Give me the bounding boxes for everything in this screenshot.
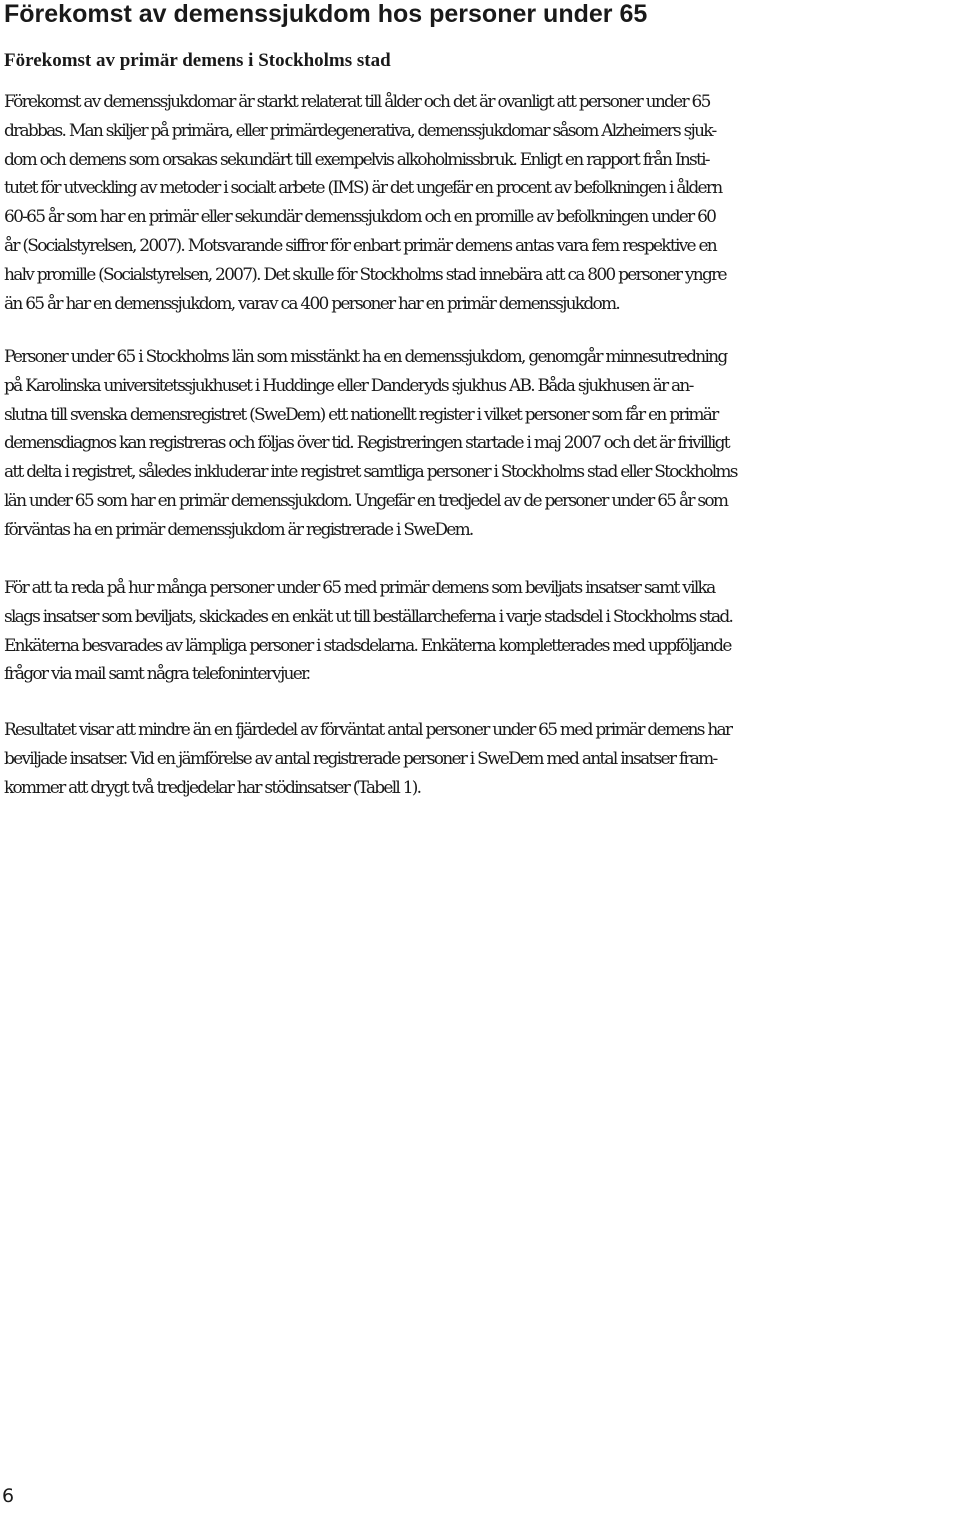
page-title: Förekomst av demenssjukdom hos personer under 65 [4,0,648,28]
paragraph-results [4,716,960,802]
paragraph-line: demensdiagnos kan registreras och följas över tid. Registreringen startade i maj 2007 och det är frivilligt [4,433,729,454]
paragraph-registry [4,343,960,545]
paragraph-line: 60-65 år som har en primär eller sekundär demenssjukdom och en promille av befolkningen under 60 [4,207,716,228]
section-heading: Förekomst av primär demens i Stockholms stad [4,50,391,71]
paragraph-line: beviljade insatser. Vid en jämförelse av antal registrerade personer i SweDem med antal insatser fram- [4,748,717,769]
paragraph-line: slutna till svenska demensregistret (SweDem) ett nationellt register i vilket personer som får en primär [4,404,718,425]
paragraph-line: Förekomst av demenssjukdomar är starkt relaterat till ålder och det är ovanligt att personer under 65 [4,92,710,112]
paragraph-survey [4,574,960,689]
paragraph-line: Personer under 65 i Stockholms län som misstänkt ha en demenssjukdom, genomgår minnesutredning [4,347,727,367]
paragraph-line: frågor via mail samt några telefonintervjuer. [4,664,310,685]
paragraph-line: län under 65 som har en primär demenssjukdom. Ungefär en tredjedel av de personer under 65 år som [4,490,728,511]
paragraph-line: dom och demens som orsakas sekundärt till exempelvis alkoholmissbruk. Enligt en rapport från Insti- [4,149,709,170]
paragraph-line: förväntas ha en primär demenssjukdom är registrerade i SweDem. [4,519,473,540]
paragraph-line: på Karolinska universitetssjukhuset i Huddinge eller Danderyds sjukhus AB. Båda sjukhusen är an- [4,375,693,396]
paragraph-line: än 65 år har en demenssjukdom, varav ca 400 personer har en primär demenssjukdom. [4,293,619,314]
paragraph-line: Resultatet visar att mindre än en fjärdedel av förväntat antal personer under 65 med primär demens har [4,720,732,740]
paragraph-prevalence [4,88,960,318]
page-number: 6 [2,1485,15,1507]
paragraph-line: tutet för utveckling av metoder i socialt arbete (IMS) är det ungefär en procent av befolkningen i åldern [4,178,722,199]
paragraph-line: slags insatser som beviljats, skickades en enkät ut till beställarcheferna i varje stadsdel i Stockholms stad. [4,606,733,627]
paragraph-line: år (Socialstyrelsen, 2007). Motsvarande siffror för enbart primär demens antas vara fem respektive en [4,235,716,256]
paragraph-line: För att ta reda på hur många personer under 65 med primär demens som beviljats insatser samt vilka [4,578,715,598]
paragraph-line: halv promille (Socialstyrelsen, 2007). Det skulle för Stockholms stad innebära att ca 800 personer yngre [4,264,726,285]
paragraph-line: att delta i registret, således inkluderar inte registret samtliga personer i Stockholms stad eller Stockholms [4,462,737,483]
paragraph-line: kommer att drygt två tredjedelar har stödinsatser (Tabell 1). [4,777,421,798]
paragraph-line: Enkäterna besvarades av lämpliga personer i stadsdelarna. Enkäterna kompletterades med uppföljande [4,635,731,656]
paragraph-line: drabbas. Man skiljer på primära, eller primärdegenerativa, demenssjukdomar såsom Alzheimers sjuk- [4,120,716,141]
